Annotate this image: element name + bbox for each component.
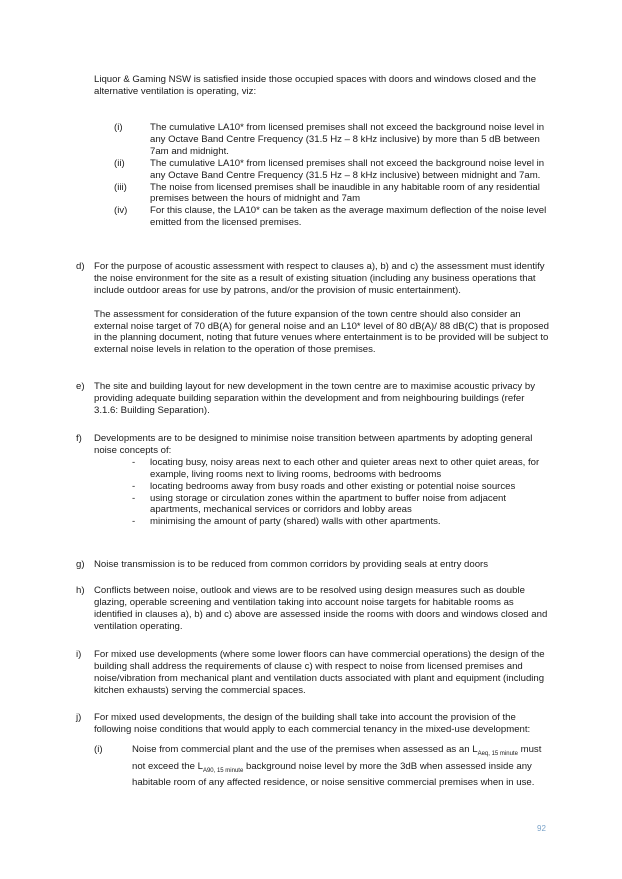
clause-letter: g) — [76, 559, 85, 570]
list-item — [114, 122, 550, 158]
clause-letter: i) — [76, 649, 82, 660]
clause-paragraph: The assessment for consideration of the future expansion of the town centre should also consider an external noise target of 70 dB(A) for general noise and an L10* level of 80 dB(A)/ 88 dB(C) that is proposed in the planning document, noting that future venues where entertainment is to be provided will be subject to external noise levels in relation to the operation of those premises. — [94, 308, 549, 356]
item-text: using storage or circulation zones within the apartment to buffer noise from adjacent apartments, mechanical services or corridors and lobby areas — [150, 492, 507, 516]
dash-bullet: - — [132, 492, 136, 504]
clause-paragraph: For mixed use developments (where some lower floors can have commercial operations) the design of the building shall address the requirements of clause c) with respect to noise from licensed premises and noise/vibration from mechanical plant and ventilation ducts associated with plant and equipment (including kitchen exhausts) serving the commercial spaces. — [94, 649, 545, 696]
clause-e — [76, 381, 550, 417]
clause-letter: e) — [76, 381, 85, 392]
intro-paragraph: Liquor & Gaming NSW is satisfied inside those occupied spaces with doors and windows closed and the alternative ventilation is operating, viz: — [94, 74, 537, 97]
item-text: The noise from licensed premises shall be inaudible in any habitable room of any residential premises between the hours of midnight and 7am — [150, 181, 540, 205]
item-number: (iii) — [114, 181, 127, 193]
item-text: locating bedrooms away from busy roads and other existing or potential noise sources — [150, 480, 516, 492]
clause-paragraph: For mixed used developments, the design of the building shall take into account the provision of the following noise conditions that would apply to each commercial tenancy in the mixed-use development: — [94, 712, 531, 735]
list-item — [114, 182, 550, 206]
clause-paragraph: Developments are to be designed to minimise noise transition between apartments by adopting general noise concepts of: — [94, 433, 533, 456]
item-text-part: Noise from commercial plant and the use of the premises when assessed as an L — [132, 743, 478, 755]
clause-f — [76, 433, 550, 528]
clause-i — [76, 649, 550, 697]
clause-d — [76, 261, 550, 356]
list-item — [132, 481, 550, 493]
item-text: For this clause, the LA10* can be taken as the average maximum deflection of the noise level emitted from the licensed premises. — [150, 205, 547, 229]
list-item — [114, 158, 550, 182]
item-text: The cumulative LA10* from licensed premises shall not exceed the background noise level in any Octave Band Centre Frequency (31.5 Hz – 8 kHz inclusive) by more than 5 dB between 7am and midnight. — [150, 122, 545, 157]
list-item — [114, 205, 550, 229]
list-item — [132, 516, 550, 528]
clause-h — [76, 585, 550, 633]
clause-letter: f) — [76, 433, 82, 444]
item-text — [132, 744, 550, 790]
clause-j — [76, 712, 550, 789]
list-item — [132, 457, 550, 481]
dash-bullet: - — [132, 456, 136, 468]
subscript: A90, 15 minute — [202, 767, 244, 774]
list-item — [132, 493, 550, 517]
item-text-part: must not exceed the L — [132, 743, 542, 772]
item-number: (i) — [114, 122, 123, 133]
clause-paragraph: Noise transmission is to be reduced from common corridors by providing seals at entry doors — [94, 559, 489, 570]
roman-numeral-list — [114, 122, 550, 229]
clause-paragraph: For the purpose of acoustic assessment with respect to clauses a), b) and c) the assessment must identify the noise environment for the site as a result of existing situation (including any business operations that include outdoor areas for use by patrons, and/or the provision of music entertainment). — [94, 261, 545, 296]
item-text: minimising the amount of party (shared) walls with other apartments. — [150, 516, 441, 528]
item-text: locating busy, noisy areas next to each other and quieter areas next to other quiet areas, for example, living rooms next to living rooms, bedrooms with bedrooms — [150, 456, 540, 480]
clause-letter: d) — [76, 261, 85, 272]
clause-paragraph: The site and building layout for new development in the town centre are to maximise acoustic privacy by providing adequate building separation within the development and from neighbouring buildings (refer 3.1.6: Building Separation). — [94, 381, 536, 416]
subscript: Aeq, 15 minute — [477, 750, 518, 757]
clause-g — [76, 559, 550, 571]
dash-bullet: - — [132, 480, 136, 492]
item-number: (iv) — [114, 205, 128, 217]
item-number: (ii) — [114, 157, 125, 169]
item-text-part: background noise level by more the 3dB when assessed inside any habitable room of any affected residence, or noise sensitive commercial premises when in use. — [132, 760, 535, 789]
item-number: (i) — [94, 743, 103, 755]
sub-list-item — [94, 744, 550, 790]
clause-letter: h) — [76, 585, 85, 596]
clause-paragraph: Conflicts between noise, outlook and views are to be resolved using design measures such as double glazing, operable screening and ventilation taking into account noise targets for habitable rooms as identified in clauses a), b) and c) above are assessed inside the rooms with doors and windows closed and ventilation operating. — [94, 585, 548, 632]
clause-letter: j) — [76, 712, 82, 723]
dash-list — [94, 457, 550, 528]
page-number: 92 — [537, 824, 546, 833]
dash-bullet: - — [132, 516, 136, 528]
item-text: The cumulative LA10* from licensed premises shall not exceed the background noise level in any Octave Band Centre Frequency (31.5 Hz – 8 kHz inclusive) between midnight and 7am. — [150, 157, 545, 181]
